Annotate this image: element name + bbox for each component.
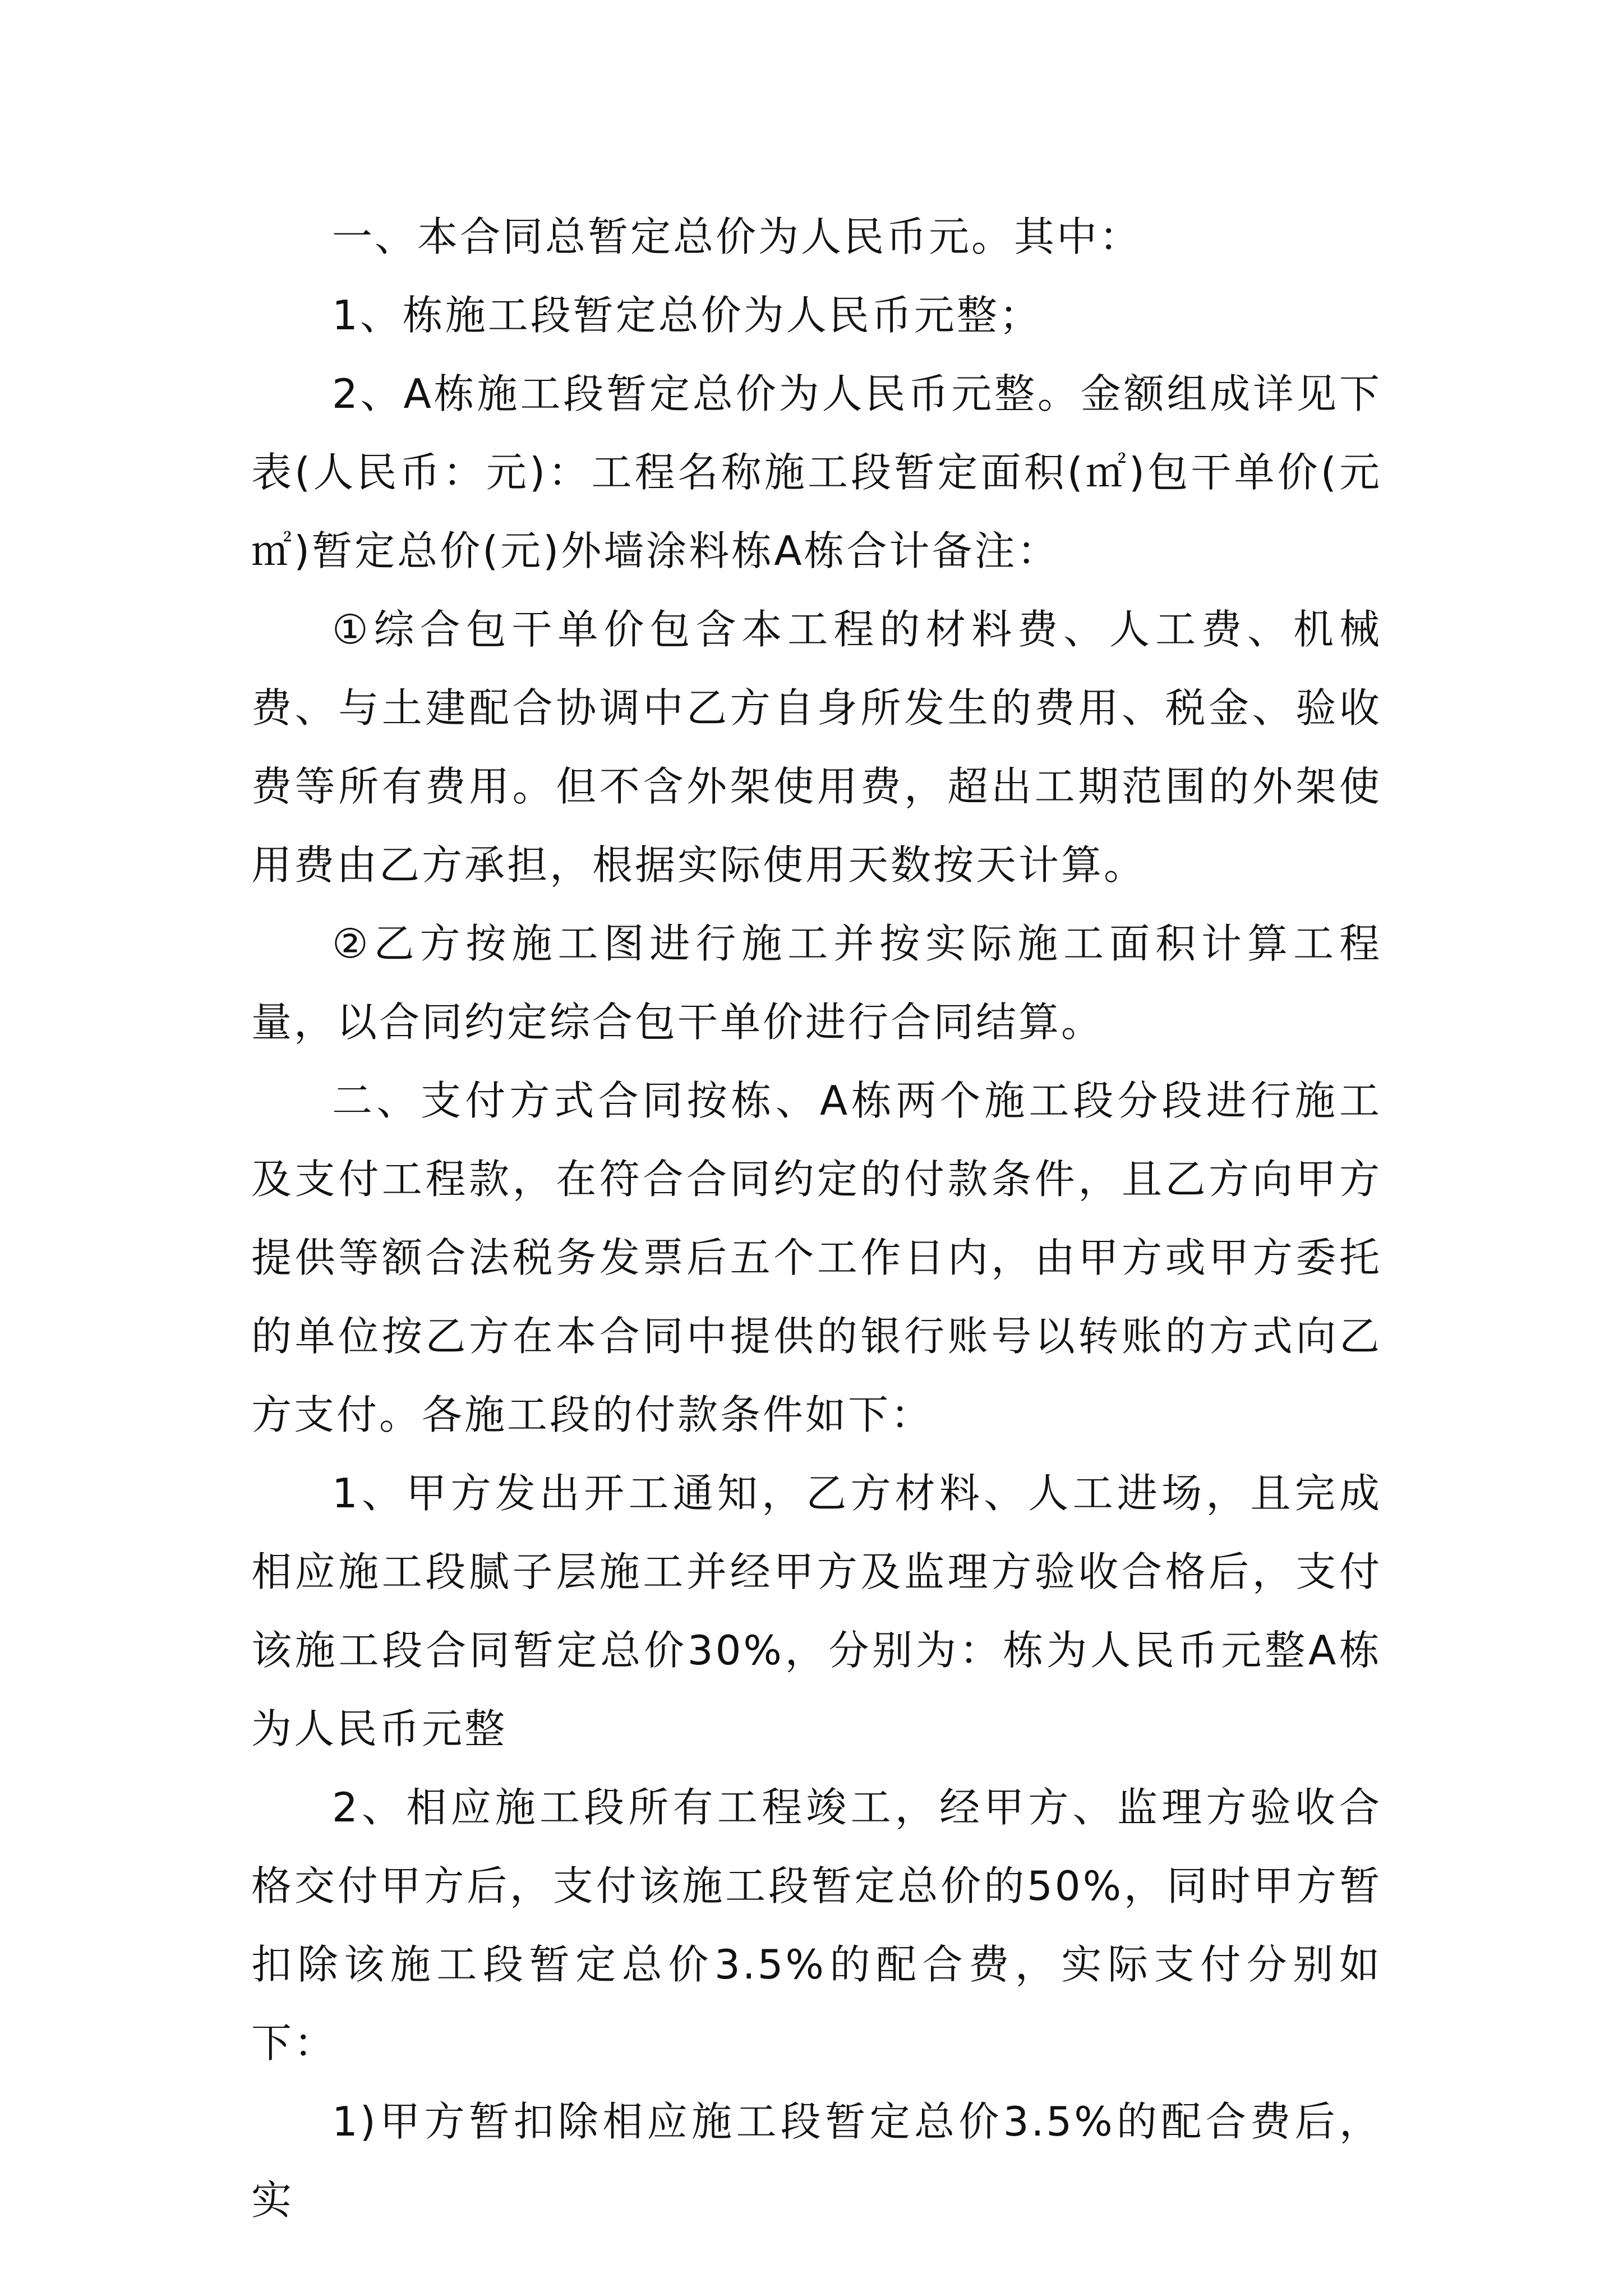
paragraph-payment-condition-1: 1、甲方发出开工通知，乙方材料、人工进场，且完成相应施工段腻子层施工并经甲方及监理方验收合格后，支付该施工段合同暂定总价30%，分别为：栋为人民币元整A栋为人民币元整 — [251, 1470, 1382, 1752]
paragraph-building-price: 1、栋施工段暂定总价为人民币元整； — [332, 292, 1042, 339]
paragraph-note-2: ②乙方按施工图进行施工并按实际施工面积计算工程量，以合同约定综合包干单价进行合同结算。 — [251, 920, 1382, 1046]
paragraph-payment-subitem-1: 1)甲方暂扣除相应施工段暂定总价3.5%的配合费后，实 — [251, 2098, 1382, 2224]
paragraph-note-1: ①综合包干单价包含本工程的材料费、人工费、机械费、与土建配合协调中乙方自身所发生的费用、税金、验收费等所有费用。但不含外架使用费，超出工期范围的外架使用费由乙方承担，根据实际使用天数按天计算。 — [251, 606, 1382, 889]
paragraph-building-a-price: 2、A栋施工段暂定总价为人民币元整。金额组成详见下表(人民币：元)：工程名称施工段暂定面积(㎡)包干单价(元㎡)暂定总价(元)外墙涂料栋A栋合计备注： — [251, 370, 1382, 574]
paragraph-payment-method: 二、支付方式合同按栋、A栋两个施工段分段进行施工及支付工程款，在符合合同约定的付款条件，且乙方向甲方提供等额合法税务发票后五个工作日内，由甲方或甲方委托的单位按乙方在本合同中提供的银行账号以转账的方式向乙方支付。各施工段的付款条件如下： — [251, 1077, 1382, 1438]
paragraph-payment-condition-2: 2、相应施工段所有工程竣工，经甲方、监理方验收合格交付甲方后，支付该施工段暂定总价的50%，同时甲方暂扣除该施工段暂定总价3.5%的配合费，实际支付分别如下： — [251, 1784, 1382, 2067]
contract-body — [251, 197, 1382, 2239]
paragraph-contract-total: 一、本合同总暂定总价为人民币元。其中： — [332, 213, 1142, 260]
